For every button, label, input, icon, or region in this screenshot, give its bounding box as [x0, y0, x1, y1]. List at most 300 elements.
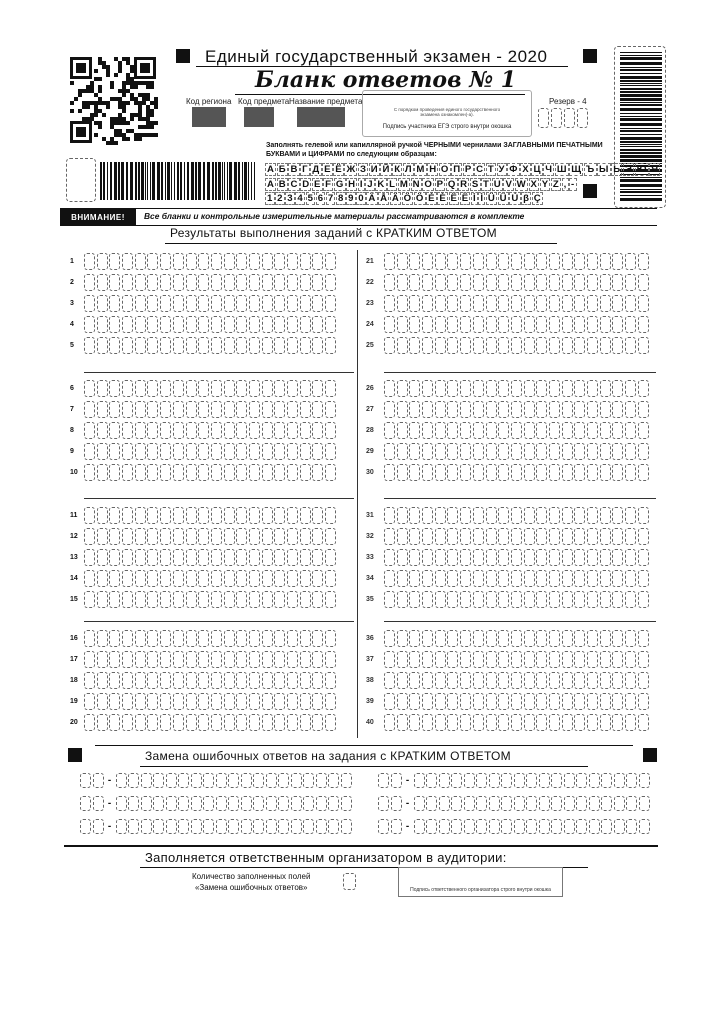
answer-cell[interactable]: [249, 443, 260, 460]
replacement-answer-cell[interactable]: [166, 773, 177, 788]
answer-cell[interactable]: [460, 528, 471, 545]
replacement-task-cell[interactable]: [391, 796, 402, 811]
answer-cell[interactable]: [384, 253, 395, 270]
answer-cell[interactable]: [312, 401, 323, 418]
answer-cell[interactable]: [249, 464, 260, 481]
answer-cell[interactable]: [536, 672, 547, 689]
answer-cell[interactable]: [249, 295, 260, 312]
answer-cell[interactable]: [524, 591, 535, 608]
answer-cell[interactable]: [511, 507, 522, 524]
answer-cell[interactable]: [97, 337, 108, 354]
replacement-answer-cell[interactable]: [153, 819, 164, 834]
answer-cell[interactable]: [287, 672, 298, 689]
replacement-answer-cell[interactable]: [178, 773, 189, 788]
answer-cell[interactable]: [236, 651, 247, 668]
answer-field-left[interactable]: [84, 630, 336, 647]
answer-cell[interactable]: [249, 401, 260, 418]
answer-cell[interactable]: [173, 464, 184, 481]
answer-cell[interactable]: [612, 570, 623, 587]
answer-cell[interactable]: [473, 630, 484, 647]
answer-cell[interactable]: [236, 316, 247, 333]
answer-cell[interactable]: [173, 714, 184, 731]
answer-cell[interactable]: [536, 316, 547, 333]
answer-cell[interactable]: [574, 651, 585, 668]
answer-cell[interactable]: [562, 651, 573, 668]
answer-cell[interactable]: [600, 401, 611, 418]
answer-cell[interactable]: [511, 693, 522, 710]
answer-field-left[interactable]: [84, 443, 336, 460]
answer-field-right[interactable]: [384, 464, 649, 481]
answer-cell[interactable]: [122, 401, 133, 418]
replacement-answer-cell[interactable]: [601, 796, 612, 811]
answer-cell[interactable]: [236, 295, 247, 312]
replacement-answer-cell[interactable]: [639, 796, 650, 811]
answer-cell[interactable]: [511, 651, 522, 668]
answer-cell[interactable]: [460, 274, 471, 291]
answer-cell[interactable]: [84, 693, 95, 710]
replacement-answer-cell[interactable]: [601, 773, 612, 788]
answer-cell[interactable]: [460, 380, 471, 397]
answer-field-right[interactable]: [384, 651, 649, 668]
answer-cell[interactable]: [473, 549, 484, 566]
participant-signature-box[interactable]: [362, 90, 532, 137]
answer-cell[interactable]: [473, 422, 484, 439]
answer-cell[interactable]: [211, 443, 222, 460]
answer-cell[interactable]: [274, 714, 285, 731]
answer-cell[interactable]: [562, 591, 573, 608]
answer-cell[interactable]: [109, 380, 120, 397]
answer-cell[interactable]: [84, 274, 95, 291]
answer-cell[interactable]: [84, 570, 95, 587]
answer-cell[interactable]: [498, 714, 509, 731]
answer-cell[interactable]: [409, 401, 420, 418]
answer-cell[interactable]: [211, 401, 222, 418]
answer-field-left[interactable]: [84, 507, 336, 524]
answer-cell[interactable]: [122, 528, 133, 545]
answer-cell[interactable]: [135, 316, 146, 333]
answer-cell[interactable]: [536, 401, 547, 418]
answer-cell[interactable]: [160, 714, 171, 731]
answer-cell[interactable]: [511, 295, 522, 312]
answer-cell[interactable]: [397, 316, 408, 333]
answer-cell[interactable]: [473, 253, 484, 270]
answer-cell[interactable]: [384, 507, 395, 524]
answer-cell[interactable]: [409, 630, 420, 647]
replacement-answer-cell[interactable]: [539, 819, 550, 834]
answer-cell[interactable]: [612, 714, 623, 731]
replacement-answer-cell[interactable]: [228, 796, 239, 811]
answer-cell[interactable]: [460, 651, 471, 668]
answer-cell[interactable]: [135, 422, 146, 439]
answer-cell[interactable]: [486, 401, 497, 418]
answer-cell[interactable]: [312, 443, 323, 460]
answer-cell[interactable]: [574, 316, 585, 333]
answer-cell[interactable]: [447, 422, 458, 439]
answer-cell[interactable]: [422, 630, 433, 647]
answer-cell[interactable]: [524, 401, 535, 418]
answer-cell[interactable]: [287, 464, 298, 481]
answer-cell[interactable]: [587, 337, 598, 354]
replacement-answer-cell[interactable]: [564, 796, 575, 811]
answer-cell[interactable]: [109, 651, 120, 668]
answer-cell[interactable]: [498, 693, 509, 710]
answer-cell[interactable]: [160, 651, 171, 668]
answer-cell[interactable]: [447, 253, 458, 270]
answer-cell[interactable]: [160, 591, 171, 608]
answer-cell[interactable]: [600, 380, 611, 397]
answer-cell[interactable]: [109, 507, 120, 524]
answer-cell[interactable]: [84, 651, 95, 668]
answer-cell[interactable]: [300, 274, 311, 291]
replacement-answer-cell[interactable]: [501, 819, 512, 834]
answer-cell[interactable]: [498, 422, 509, 439]
answer-cell[interactable]: [122, 693, 133, 710]
answer-cell[interactable]: [409, 337, 420, 354]
replacement-task-cell[interactable]: [93, 773, 104, 788]
answer-cell[interactable]: [122, 570, 133, 587]
answer-cell[interactable]: [325, 693, 336, 710]
answer-cell[interactable]: [84, 422, 95, 439]
answer-cell[interactable]: [122, 422, 133, 439]
answer-cell[interactable]: [549, 316, 560, 333]
replacement-answer-cell[interactable]: [426, 796, 437, 811]
answer-cell[interactable]: [638, 693, 649, 710]
answer-cell[interactable]: [524, 274, 535, 291]
answer-cell[interactable]: [300, 672, 311, 689]
answer-cell[interactable]: [549, 464, 560, 481]
answer-cell[interactable]: [274, 672, 285, 689]
answer-cell[interactable]: [122, 443, 133, 460]
answer-cell[interactable]: [122, 714, 133, 731]
answer-cell[interactable]: [274, 380, 285, 397]
answer-cell[interactable]: [638, 570, 649, 587]
answer-cell[interactable]: [122, 507, 133, 524]
answer-cell[interactable]: [224, 422, 235, 439]
answer-cell[interactable]: [447, 337, 458, 354]
replacement-answer-cell[interactable]: [589, 819, 600, 834]
answer-cell[interactable]: [224, 630, 235, 647]
replacement-answer-cell[interactable]: [191, 796, 202, 811]
answer-field-left[interactable]: [84, 591, 336, 608]
answer-cell[interactable]: [287, 380, 298, 397]
answer-cell[interactable]: [422, 337, 433, 354]
replacement-answer-cell[interactable]: [253, 796, 264, 811]
replacement-answer-cell[interactable]: [253, 819, 264, 834]
answer-cell[interactable]: [300, 630, 311, 647]
answer-cell[interactable]: [211, 464, 222, 481]
answer-cell[interactable]: [211, 651, 222, 668]
answer-cell[interactable]: [312, 672, 323, 689]
answer-cell[interactable]: [84, 401, 95, 418]
answer-cell[interactable]: [122, 337, 133, 354]
answer-cell[interactable]: [409, 295, 420, 312]
answer-cell[interactable]: [249, 253, 260, 270]
answer-cell[interactable]: [536, 337, 547, 354]
answer-cell[interactable]: [612, 422, 623, 439]
answer-cell[interactable]: [612, 380, 623, 397]
answer-field-right[interactable]: [384, 630, 649, 647]
answer-cell[interactable]: [511, 464, 522, 481]
replacement-answer-cell[interactable]: [328, 773, 339, 788]
answer-cell[interactable]: [287, 401, 298, 418]
answer-cell[interactable]: [435, 295, 446, 312]
answer-cell[interactable]: [198, 549, 209, 566]
answer-cell[interactable]: [422, 443, 433, 460]
answer-cell[interactable]: [97, 528, 108, 545]
answer-cell[interactable]: [536, 591, 547, 608]
answer-cell[interactable]: [262, 337, 273, 354]
replacement-answer-cell[interactable]: [166, 819, 177, 834]
replacement-answer-cell[interactable]: [639, 773, 650, 788]
answer-field-right[interactable]: [384, 570, 649, 587]
answer-cell[interactable]: [287, 570, 298, 587]
answer-cell[interactable]: [524, 651, 535, 668]
answer-cell[interactable]: [612, 316, 623, 333]
answer-cell[interactable]: [160, 693, 171, 710]
answer-cell[interactable]: [549, 570, 560, 587]
answer-cell[interactable]: [300, 422, 311, 439]
answer-cell[interactable]: [549, 295, 560, 312]
answer-cell[interactable]: [447, 549, 458, 566]
answer-cell[interactable]: [135, 507, 146, 524]
answer-cell[interactable]: [486, 443, 497, 460]
answer-cell[interactable]: [384, 549, 395, 566]
answer-cell[interactable]: [600, 693, 611, 710]
answer-cell[interactable]: [198, 443, 209, 460]
answer-cell[interactable]: [274, 528, 285, 545]
answer-cell[interactable]: [160, 630, 171, 647]
replacement-answer-cell[interactable]: [216, 773, 227, 788]
answer-cell[interactable]: [325, 549, 336, 566]
answer-cell[interactable]: [409, 591, 420, 608]
answer-cell[interactable]: [562, 464, 573, 481]
answer-cell[interactable]: [236, 253, 247, 270]
replacement-answer-cell[interactable]: [316, 796, 327, 811]
answer-cell[interactable]: [211, 630, 222, 647]
answer-cell[interactable]: [160, 672, 171, 689]
answer-cell[interactable]: [447, 630, 458, 647]
answer-cell[interactable]: [384, 630, 395, 647]
answer-cell[interactable]: [625, 422, 636, 439]
answer-cell[interactable]: [524, 464, 535, 481]
replacement-task-cell[interactable]: [93, 796, 104, 811]
answer-cell[interactable]: [460, 337, 471, 354]
answer-cell[interactable]: [122, 316, 133, 333]
replacement-count-field[interactable]: [343, 873, 356, 890]
answer-cell[interactable]: [397, 507, 408, 524]
answer-cell[interactable]: [211, 570, 222, 587]
answer-cell[interactable]: [397, 464, 408, 481]
subject-name-field[interactable]: [297, 107, 345, 127]
answer-cell[interactable]: [312, 316, 323, 333]
answer-cell[interactable]: [473, 693, 484, 710]
answer-cell[interactable]: [397, 591, 408, 608]
answer-cell[interactable]: [384, 714, 395, 731]
replacement-answer-cell[interactable]: [291, 819, 302, 834]
answer-cell[interactable]: [224, 253, 235, 270]
answer-cell[interactable]: [486, 591, 497, 608]
replacement-answer-cell[interactable]: [614, 796, 625, 811]
answer-cell[interactable]: [109, 422, 120, 439]
answer-cell[interactable]: [638, 443, 649, 460]
answer-cell[interactable]: [173, 274, 184, 291]
answer-cell[interactable]: [549, 253, 560, 270]
replacement-answer-cell[interactable]: [539, 773, 550, 788]
answer-cell[interactable]: [211, 274, 222, 291]
answer-cell[interactable]: [249, 549, 260, 566]
answer-cell[interactable]: [549, 443, 560, 460]
answer-cell[interactable]: [274, 464, 285, 481]
answer-cell[interactable]: [384, 651, 395, 668]
answer-cell[interactable]: [224, 672, 235, 689]
answer-cell[interactable]: [198, 295, 209, 312]
answer-cell[interactable]: [274, 693, 285, 710]
answer-cell[interactable]: [173, 380, 184, 397]
answer-cell[interactable]: [325, 274, 336, 291]
answer-field-left[interactable]: [84, 549, 336, 566]
replacement-answer-cell[interactable]: [614, 819, 625, 834]
answer-cell[interactable]: [262, 507, 273, 524]
answer-cell[interactable]: [638, 253, 649, 270]
answer-cell[interactable]: [262, 672, 273, 689]
answer-cell[interactable]: [135, 401, 146, 418]
answer-cell[interactable]: [135, 253, 146, 270]
answer-cell[interactable]: [473, 337, 484, 354]
answer-cell[interactable]: [625, 672, 636, 689]
answer-cell[interactable]: [422, 380, 433, 397]
answer-cell[interactable]: [397, 274, 408, 291]
answer-cell[interactable]: [109, 570, 120, 587]
answer-cell[interactable]: [147, 630, 158, 647]
answer-cell[interactable]: [409, 507, 420, 524]
answer-cell[interactable]: [625, 591, 636, 608]
answer-cell[interactable]: [397, 401, 408, 418]
answer-cell[interactable]: [397, 443, 408, 460]
answer-cell[interactable]: [422, 507, 433, 524]
answer-field-left[interactable]: [84, 570, 336, 587]
answer-cell[interactable]: [147, 591, 158, 608]
answer-cell[interactable]: [600, 274, 611, 291]
answer-cell[interactable]: [562, 549, 573, 566]
replacement-answer-cell[interactable]: [203, 819, 214, 834]
answer-cell[interactable]: [186, 528, 197, 545]
answer-cell[interactable]: [435, 464, 446, 481]
answer-cell[interactable]: [97, 549, 108, 566]
answer-cell[interactable]: [562, 316, 573, 333]
answer-cell[interactable]: [638, 714, 649, 731]
answer-cell[interactable]: [435, 714, 446, 731]
answer-cell[interactable]: [460, 672, 471, 689]
answer-cell[interactable]: [262, 591, 273, 608]
answer-cell[interactable]: [562, 380, 573, 397]
answer-cell[interactable]: [422, 570, 433, 587]
answer-cell[interactable]: [236, 443, 247, 460]
answer-cell[interactable]: [147, 672, 158, 689]
answer-cell[interactable]: [147, 507, 158, 524]
answer-cell[interactable]: [325, 591, 336, 608]
answer-cell[interactable]: [473, 443, 484, 460]
answer-cell[interactable]: [274, 651, 285, 668]
answer-cell[interactable]: [300, 380, 311, 397]
answer-cell[interactable]: [422, 714, 433, 731]
answer-cell[interactable]: [287, 507, 298, 524]
replacement-answer-cell[interactable]: [514, 796, 525, 811]
replacement-task-cell[interactable]: [378, 819, 389, 834]
answer-cell[interactable]: [249, 591, 260, 608]
replacement-answer-cell[interactable]: [526, 819, 537, 834]
answer-cell[interactable]: [198, 337, 209, 354]
answer-cell[interactable]: [498, 591, 509, 608]
answer-cell[interactable]: [312, 422, 323, 439]
answer-cell[interactable]: [224, 714, 235, 731]
answer-cell[interactable]: [173, 316, 184, 333]
replacement-answer-cell[interactable]: [241, 796, 252, 811]
answer-cell[interactable]: [524, 443, 535, 460]
answer-cell[interactable]: [109, 714, 120, 731]
answer-cell[interactable]: [135, 630, 146, 647]
answer-cell[interactable]: [300, 401, 311, 418]
answer-cell[interactable]: [249, 337, 260, 354]
answer-cell[interactable]: [122, 672, 133, 689]
answer-cell[interactable]: [625, 253, 636, 270]
answer-cell[interactable]: [147, 295, 158, 312]
answer-cell[interactable]: [384, 528, 395, 545]
replacement-answer-cell[interactable]: [526, 773, 537, 788]
answer-cell[interactable]: [435, 337, 446, 354]
answer-cell[interactable]: [574, 693, 585, 710]
replacement-answer-cell[interactable]: [414, 796, 425, 811]
answer-cell[interactable]: [486, 253, 497, 270]
answer-cell[interactable]: [173, 253, 184, 270]
answer-cell[interactable]: [287, 591, 298, 608]
answer-cell[interactable]: [236, 274, 247, 291]
replacement-answer-cell[interactable]: [253, 773, 264, 788]
answer-cell[interactable]: [287, 693, 298, 710]
answer-cell[interactable]: [524, 714, 535, 731]
answer-cell[interactable]: [122, 464, 133, 481]
answer-cell[interactable]: [612, 528, 623, 545]
replacement-answer-cell[interactable]: [626, 819, 637, 834]
answer-cell[interactable]: [397, 528, 408, 545]
answer-cell[interactable]: [97, 507, 108, 524]
answer-cell[interactable]: [574, 630, 585, 647]
replacement-answer-cell[interactable]: [414, 773, 425, 788]
answer-cell[interactable]: [473, 295, 484, 312]
answer-cell[interactable]: [498, 464, 509, 481]
answer-cell[interactable]: [612, 591, 623, 608]
answer-cell[interactable]: [198, 528, 209, 545]
answer-cell[interactable]: [160, 507, 171, 524]
answer-cell[interactable]: [600, 591, 611, 608]
answer-cell[interactable]: [473, 672, 484, 689]
answer-cell[interactable]: [625, 549, 636, 566]
answer-cell[interactable]: [422, 591, 433, 608]
answer-cell[interactable]: [312, 693, 323, 710]
answer-cell[interactable]: [574, 401, 585, 418]
answer-cell[interactable]: [300, 714, 311, 731]
answer-cell[interactable]: [536, 380, 547, 397]
answer-cell[interactable]: [211, 380, 222, 397]
answer-cell[interactable]: [325, 528, 336, 545]
answer-cell[interactable]: [536, 443, 547, 460]
answer-cell[interactable]: [600, 549, 611, 566]
answer-cell[interactable]: [511, 630, 522, 647]
answer-cell[interactable]: [409, 316, 420, 333]
replacement-answer-cell[interactable]: [639, 819, 650, 834]
answer-cell[interactable]: [473, 380, 484, 397]
answer-cell[interactable]: [587, 295, 598, 312]
answer-cell[interactable]: [409, 274, 420, 291]
